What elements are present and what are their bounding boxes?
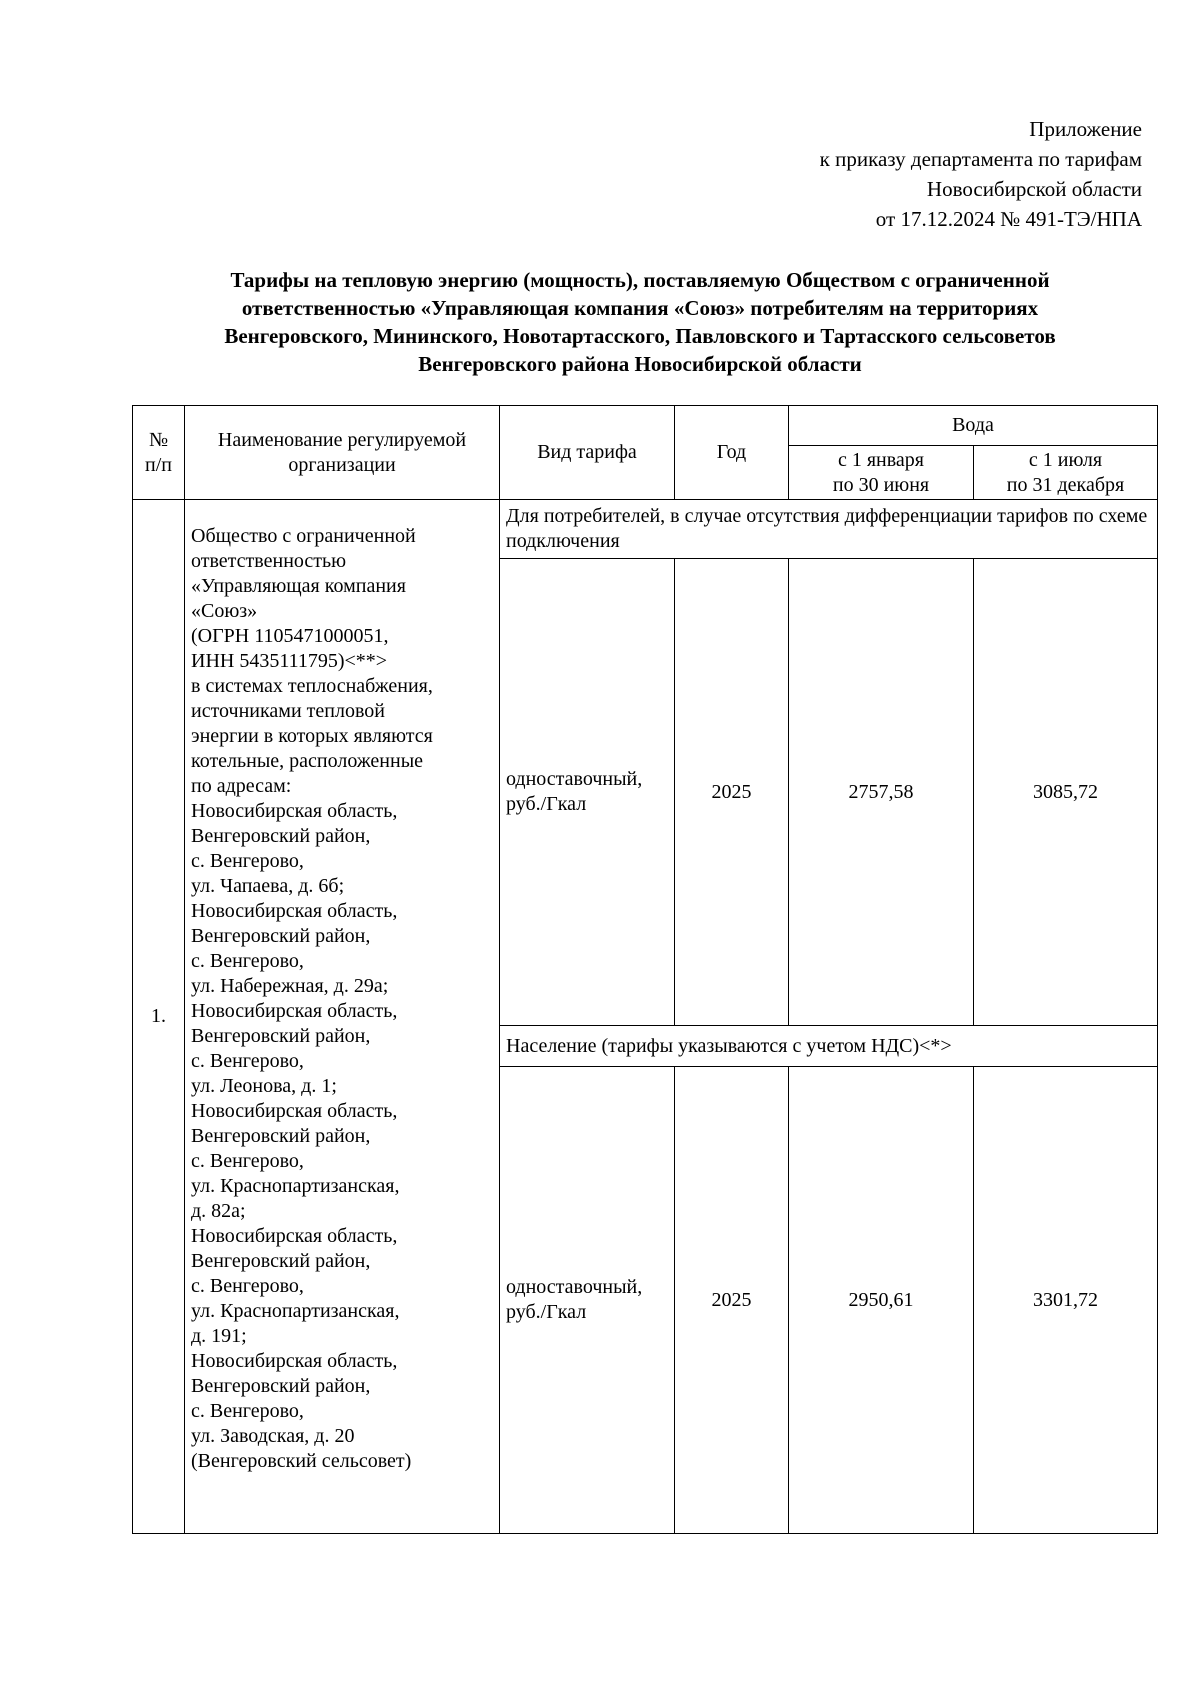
section-label-population: Население (тарифы указываются с учетом НДС)<*>: [500, 1026, 1158, 1067]
title-line: Венгеровского, Мининского, Новотартасского, Павловского и Тартасского сельсоветов: [224, 324, 1056, 348]
header-period-2: с 1 июля по 31 декабря: [974, 446, 1158, 500]
title-line: ответственностью «Управляющая компания «Союз» потребителям на территориях: [241, 296, 1039, 320]
document-title: [130, 266, 1150, 378]
value-period-1: 2757,58: [789, 559, 974, 1026]
header-period-1: с 1 января по 30 июня: [789, 446, 974, 500]
value-period-2: 3301,72: [974, 1067, 1158, 1534]
appendix-line: Новосибирской области: [926, 177, 1142, 201]
tariff-type-cell: одноставочный, руб./Гкал: [500, 1067, 675, 1534]
header-year: Год: [675, 406, 789, 500]
section-row-1: [133, 500, 1158, 559]
year-cell: 2025: [675, 559, 789, 1026]
value-period-1: 2950,61: [789, 1067, 974, 1534]
header-water: Вода: [789, 406, 1158, 446]
tariff-type-cell: одноставочный, руб./Гкал: [500, 559, 675, 1026]
appendix-line: к приказу департамента по тарифам: [819, 147, 1142, 171]
year-cell: 2025: [675, 1067, 789, 1534]
header-org: Наименование регулируемой организации: [185, 406, 500, 500]
appendix-line: Приложение: [1029, 117, 1142, 141]
appendix-line: от 17.12.2024 № 491-ТЭ/НПА: [875, 207, 1142, 231]
appendix-block: [820, 114, 1142, 234]
org-description: Общество с ограниченной ответственностью «Управляющая компания «Союз» (ОГРН 1105471000051, ИНН 5435111795)<**> в системах теплоснабжения, источниками тепловой энергии в которых являются котельные, расположенные по адресам: Новосибирская область, Венгеровский район, с. Венгерово, ул. Чапаева, д. 6б; Новосибирская область, Венгеровский район, с. Венгерово, ул. Набережная, д. 29а; Новосибирская область, Венгеровский район, с. Венгерово, ул. Леонова, д. 1; Новосибирская область, Венгеровский район, с. Венгерово, ул. Краснопартизанская, д. 82а; Новосибирская область, Венгеровский район, с. Венгерово, ул. Краснопартизанская, д. 191; Новосибирская область, Венгеровский район, с. Венгерово, ул. Заводская, д. 20 (Венгеровский сельсовет): [185, 500, 500, 1534]
section-label-consumers: Для потребителей, в случае отсутствия дифференциации тарифов по схеме подключения: [500, 500, 1158, 559]
title-line: Венгеровского района Новосибирской области: [418, 352, 862, 376]
row-num: 1.: [133, 500, 185, 1534]
tariff-table: [132, 405, 1158, 1534]
value-period-2: 3085,72: [974, 559, 1158, 1026]
header-num: № п/п: [133, 406, 185, 500]
header-row: [133, 406, 1158, 446]
header-tariff-type: Вид тарифа: [500, 406, 675, 500]
title-line: Тарифы на тепловую энергию (мощность), поставляемую Обществом с ограниченной: [230, 268, 1050, 292]
